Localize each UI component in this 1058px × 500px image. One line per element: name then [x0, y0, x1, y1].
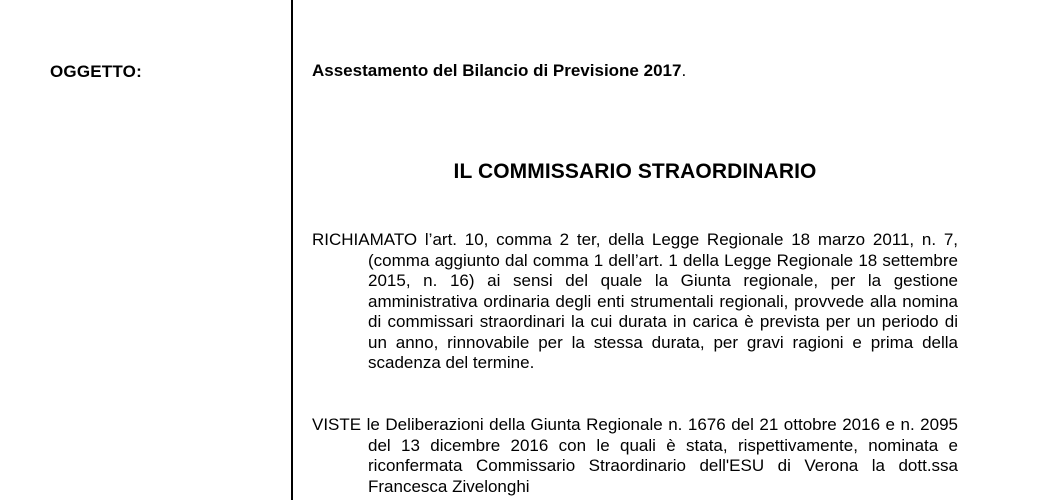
- subject-label: OGGETTO:: [50, 62, 142, 81]
- paragraph-keyword: VISTE: [312, 415, 362, 434]
- paragraph-viste: [312, 415, 958, 497]
- subject-trailing: .: [681, 61, 687, 80]
- paragraph-body: le Deliberazioni della Giunta Regionale n. 1676 del 21 ottobre 2016 e n. 2095 del 13 dicembre 2016 con le quali è stata, rispettivamente, nominata e riconfermata Commissario Straordinario dell'ESU di Verona la dott.ssa Francesca Zivelonghi: [361, 415, 958, 496]
- subject-line: [312, 61, 686, 81]
- column-divider: [291, 0, 293, 500]
- paragraph-body: l’art. 10, comma 2 ter, della Legge Regionale 18 marzo 2011, n. 7, (comma aggiunto dal comma 1 dell’art. 1 della Legge Regionale 18 settembre 2015, n. 16) ai sensi del quale la Giunta regionale, per la gestione amministrativa ordinaria degli enti strumentali regionali, provvede alla nomina di commissari straordinari la cui durata in carica è prevista per un periodo di un anno, rinnovabile per la stessa durata, per gravi ragioni e prima della scadenza del termine.: [368, 230, 958, 372]
- paragraph-keyword: RICHIAMATO: [312, 230, 418, 249]
- subject-text: Assestamento del Bilancio di Previsione 2017: [312, 61, 682, 80]
- paragraph-richiamato: [312, 230, 958, 374]
- section-heading: IL COMMISSARIO STRAORDINARIO: [453, 160, 817, 183]
